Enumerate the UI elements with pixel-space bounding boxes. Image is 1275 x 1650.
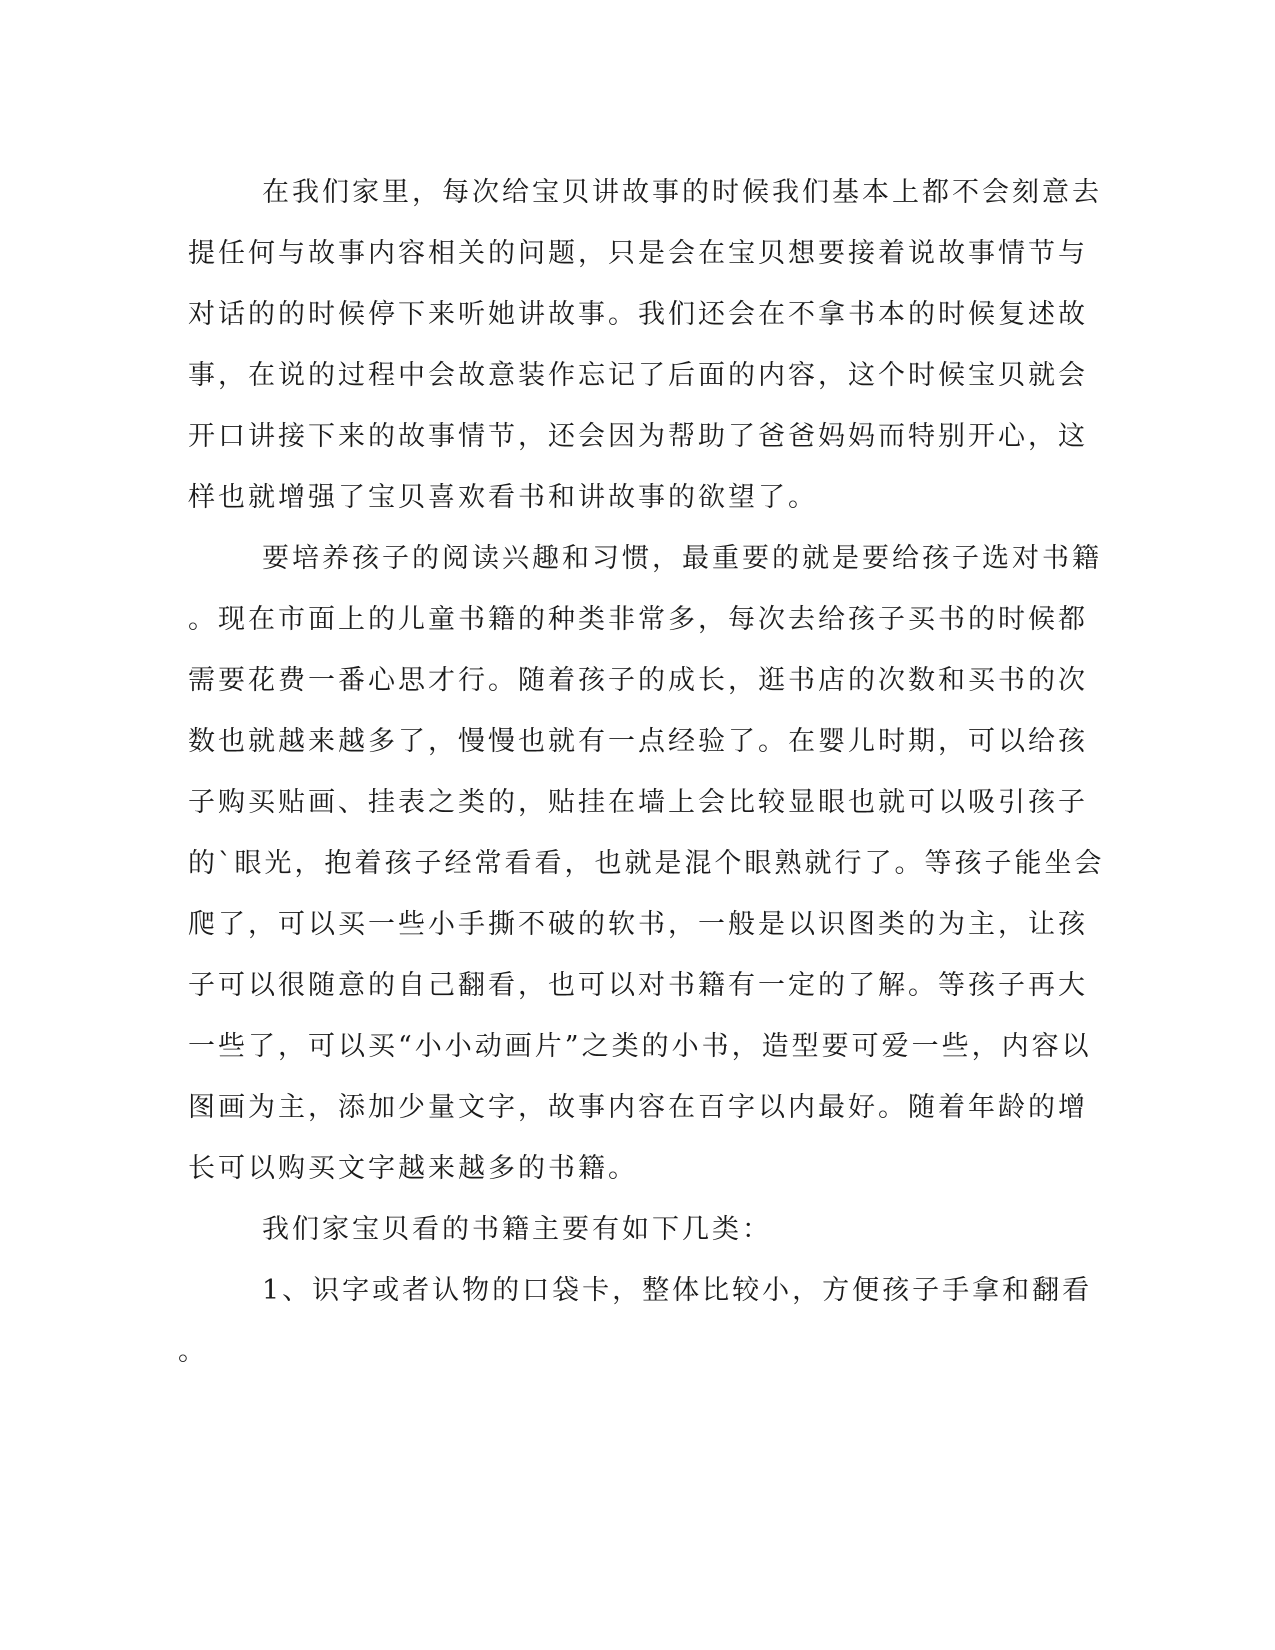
text-line: 图画为主，添加少量文字，故事内容在百字以内最好。随着年龄的增 [188, 1092, 1088, 1123]
text-line: 事，在说的过程中会故意装作忘记了后面的内容，这个时候宝贝就会 [188, 360, 1088, 391]
text-line: 子可以很随意的自己翻看，也可以对书籍有一定的了解。等孩子再大 [188, 970, 1088, 1001]
paragraph-4 [178, 1260, 1093, 1382]
text-line: 数也就越来越多了，慢慢也就有一点经验了。在婴儿时期，可以给孩 [188, 726, 1088, 757]
text-line: 样也就增强了宝贝喜欢看书和讲故事的欲望了。 [188, 482, 818, 513]
text-line: 对话的的时候停下来听她讲故事。我们还会在不拿书本的时候复述故 [188, 299, 1088, 330]
text-line: 长可以购买文字越来越多的书籍。 [188, 1153, 638, 1184]
paragraph-1 [188, 162, 1102, 528]
text-line: 1、识字或者认物的口袋卡，整体比较小，方便孩子手拿和翻看 [262, 1275, 1093, 1306]
text-line: 子购买贴画、挂表之类的，贴挂在墙上会比较显眼也就可以吸引孩子 [188, 787, 1088, 818]
text-line: 提任何与故事内容相关的问题，只是会在宝贝想要接着说故事情节与 [188, 238, 1088, 269]
text-line: 开口讲接下来的故事情节，还会因为帮助了爸爸妈妈而特别开心，这 [188, 421, 1088, 452]
text-line: 。现在市面上的儿童书籍的种类非常多，每次去给孩子买书的时候都 [188, 604, 1088, 635]
document-body [178, 162, 1105, 1382]
paragraph-3 [188, 1199, 1048, 1260]
text-line: 需要花费一番心思才行。随着孩子的成长，逛书店的次数和买书的次 [188, 665, 1088, 696]
text-line: 一些了，可以买“小小动画片”之类的小书，造型要可爱一些，内容以 [188, 1031, 1092, 1062]
text-line: 。 [178, 1336, 208, 1367]
text-line: 我们家宝贝看的书籍主要有如下几类： [262, 1214, 772, 1245]
text-line: 要培养孩子的阅读兴趣和习惯，最重要的就是要给孩子选对书籍 [262, 543, 1102, 574]
text-line: 在我们家里，每次给宝贝讲故事的时候我们基本上都不会刻意去 [262, 177, 1102, 208]
text-line: 爬了，可以买一些小手撕不破的软书，一般是以识图类的为主，让孩 [188, 909, 1088, 940]
paragraph-2 [188, 528, 1105, 1199]
text-line: 的`眼光，抱着孩子经常看看，也就是混个眼熟就行了。等孩子能坐会 [188, 848, 1105, 879]
